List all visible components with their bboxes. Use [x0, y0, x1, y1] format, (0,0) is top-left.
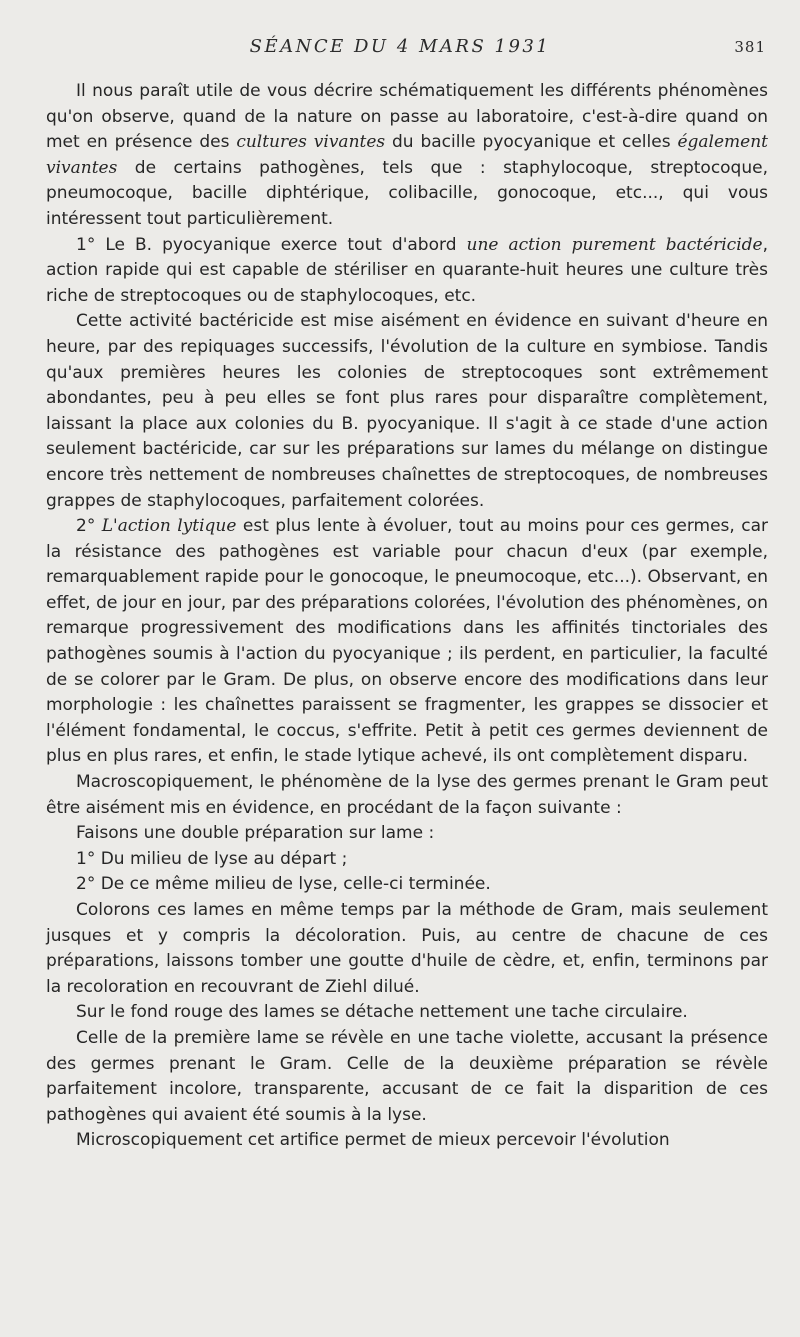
text-segment: Sur le fond rouge des lames se détache nettement une tache circulaire. — [76, 1002, 688, 1023]
paragraph-staining — [46, 898, 768, 1000]
paragraph-red-background — [46, 1000, 768, 1026]
text-segment: 1° Du milieu de lyse au départ ; — [76, 848, 348, 869]
italic-phrase: cultures vivantes — [236, 132, 386, 153]
text-segment: Celle de la première lame se révèle en une tache violette, accusant la présence des germes prenant le Gram. Celle de la deuxième préparation se révèle parfaitement incolore, transparente, accusant de ce fait la disparition de ces pathogènes qui avaient été soumis à la lyse. — [46, 1027, 768, 1125]
paragraph-intro — [46, 79, 768, 233]
paragraph-first-slide — [46, 1026, 768, 1128]
paragraph-double-preparation — [46, 821, 768, 847]
page-number: 381 — [734, 38, 766, 56]
italic-phrase: L'action lytique — [101, 516, 237, 537]
paragraph-bactericidal-evidence — [46, 309, 768, 514]
italic-phrase: une action purement bactéricide — [466, 234, 763, 255]
paragraph-microscopic — [46, 1128, 768, 1154]
text-segment: Microscopiquement cet artifice permet de mieux percevoir l'évolution — [76, 1130, 670, 1151]
italic-phrase: également vivantes — [46, 132, 768, 178]
text-segment: Colorons ces lames en même temps par la méthode de Gram, mais seulement jusques et y compris la décoloration. Puis, au centre de chacune de ces préparations, laissons tomber une goutte d'huile de cèdre, et, enfin, terminons par la recoloration en recouvrant de Ziehl dilué. — [46, 900, 768, 997]
page-header — [0, 36, 800, 64]
text-segment: 1° Le B. pyocyanique exerce tout d'abord — [76, 234, 467, 255]
text-segment: est plus lente à évoluer, tout au moins pour ces germes, car la résistance des pathogènes est variable pour chacun d'eux (par exemple, remarquablement rapide pour le gonocoque, le pneumocoque, etc...). Observant, en effet, de jour en jour, par des préparations colorées, l'évolution des phénomènes, on remarque progressivement des modifications dans les affinités tinctoriales des pathogènes soumis à l'action du pyocyanique ; ils perdent, en particulier, la faculté de se colorer par le Gram. De plus, on observe encore des modifications dans leur morphologie : les chaînettes paraissent se fragmenter, les grappes se dissocier et l'élément fondamental, le coccus, s'effrite. Petit à petit ces germes deviennent de plus en plus rares, et enfin, le stade lytique achevé, ils ont complètement disparu. — [46, 516, 768, 767]
text-segment: Faisons une double préparation sur lame : — [76, 823, 435, 844]
body-text — [46, 79, 768, 1154]
text-segment: Il nous paraît utile de vous décrire schématiquement les différents phénomènes qu'on observe, quand de la nature on passe au laboratoire, c'est-à-dire quand on met en présence des — [46, 81, 768, 153]
text-segment: 2° De ce même milieu de lyse, celle-ci terminée. — [76, 874, 491, 895]
paragraph-bactericidal — [46, 233, 768, 310]
running-title: SÉANCE DU 4 MARS 1931 — [249, 36, 551, 57]
list-item-step-1 — [46, 847, 768, 873]
text-segment: , action rapide qui est capable de stériliser en quarante-huit heures une culture très riche de streptocoques ou de staphylocoques, etc. — [46, 234, 768, 306]
paragraph-macroscopic — [46, 770, 768, 821]
text-segment: de certains pathogènes, tels que : staphylocoque, streptocoque, pneumocoque, bacille diphtérique, colibacille, gonocoque, etc..., qui vous intéressent tout particulièrement. — [46, 157, 768, 229]
text-segment: Cette activité bactéricide est mise aisément en évidence en suivant d'heure en heure, par des repiquages successifs, l'évolution de la culture en symbiose. Tandis qu'aux premières heures les colonies de streptocoques sont extrêmement abondantes, peu à peu elles se font plus rares pour disparaître complètement, laissant la place aux colonies du B. pyocyanique. Il s'agit à ce stade d'une action seulement bactéricide, car sur les préparations sur lames du mélange on distingue encore très nettement de nombreuses chaînettes de streptocoques, de nombreuses grappes de staphylocoques, parfaitement colorées. — [46, 311, 768, 511]
paragraph-lytic-action — [46, 514, 768, 770]
text-segment: Macroscopiquement, le phénomène de la lyse des germes prenant le Gram peut être aisément mis en évidence, en procédant de la façon suivante : — [46, 772, 768, 818]
list-item-step-2 — [46, 872, 768, 898]
text-segment: 2° — [76, 516, 102, 537]
text-segment: du bacille pyocyanique et celles — [385, 132, 678, 153]
